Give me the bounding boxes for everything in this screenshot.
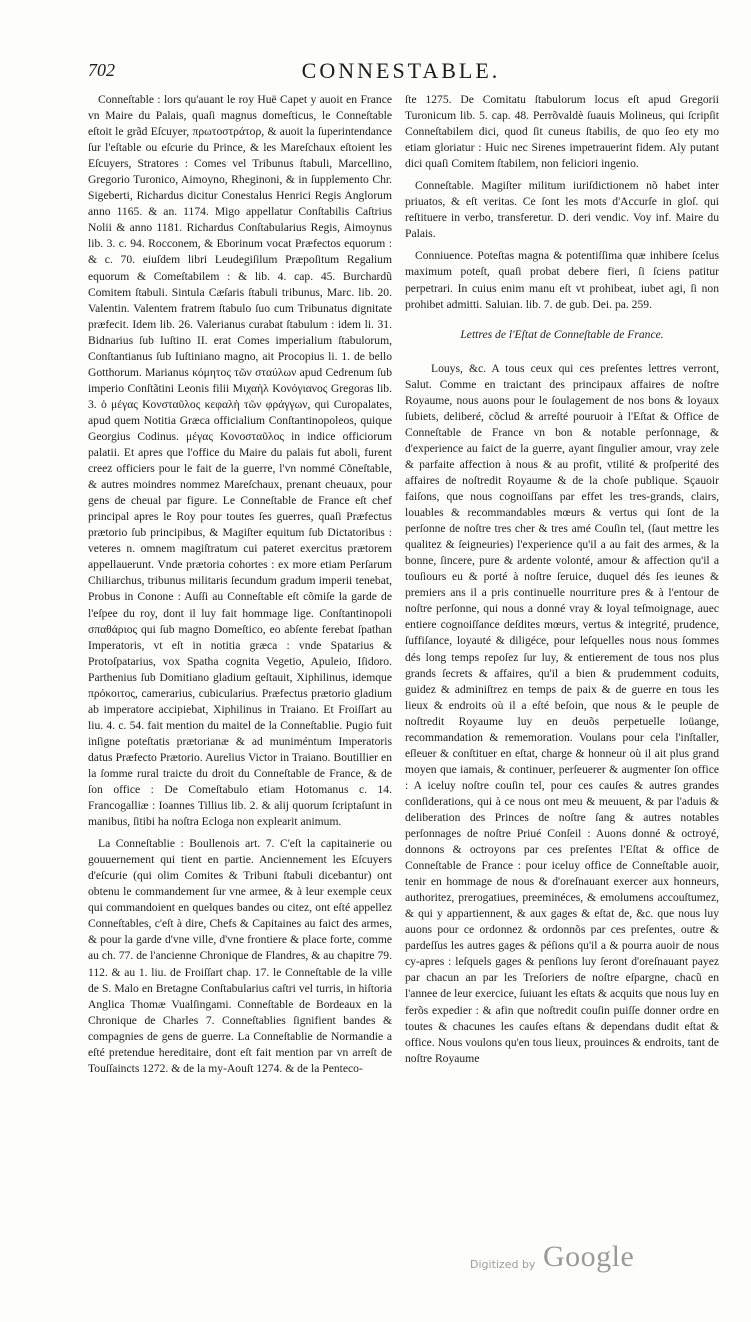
right-column: [405, 92, 719, 1192]
entry-conniuence: Conniuence. Poteſtas magna & potentiſſima quæ inhibere ſcelus maximum poteſt, quaſi probat debere fieri, ſi ſciens patitur perpetrari. In cuius enim manu eſt vt prohibeat, iubet agi, ſi non prohibet admitti. Saluian. lib. 7. de gub. Dei. pa. 259.: [405, 249, 719, 311]
page-number: 702: [88, 60, 115, 80]
entry-connestable-magister: Conneſtable. Magiſter militum iuriſdictionem nõ habet inter priuatos, & eſt veritas. Ce ſont les mots d'Accurſe in gloſ. qui reſtituere in verbo, transferetur. D. deri vendic. Voy inf. Maire du Palais.: [405, 179, 719, 241]
google-logo: Google: [543, 1240, 635, 1273]
entry-la-connestablie: La Conneſtablie : Boullenois art. 7. C'eſt la capitainerie ou gouuernement qui tient en partie. Anciennement les Eſcuyers d'eſcurie (qui olim Comites & Tribuni ſtabuli dicebantur) ont obtenu le commandement ſur vne armee, & à leur exemple ceux qui commandoient en quelques bandes ou citez, ont eſté appellez Conneſtables, c'eſt à dire, Chefs & Capitaines au faict des armes, & pour la garde d'vne ville, d'vne frontiere & place forte, comme au ch. 77. de l'ancienne Chronique de Flandres, & au chapitre 79. 112. & au 1. liu. de Froiſſart chap. 17. le Conneſtable de la ville de S. Malo en Bretagne Conſtabularius caſtri vel turris, in hiſtoria Anglica Thomæ Vualſingami. Conneſtable de Bordeaux en la Chronique de Charles 7. Conneſtablies ſignifient bandes & compagnies de gens de guerre. La Conneſtablie de Normandie a eſté pretendue hereditaire, dont eſt fait mention par vn arreſt de Touſſaincts 1272. & de la my-Aouſt 1274. & de la Penteco-: [88, 837, 392, 1075]
section-heading: Lettres de l'Eſtat de Conneſtable de France.: [460, 327, 664, 341]
digitized-watermark: [470, 1240, 670, 1284]
entry-connestable: Conneſtable : lors qu'auant le roy Huë Capet y auoit en France vn Maire du Palais, quaſi magnus domeſticus, le Conneſtable eſtoit le grãd Eſcuyer, πρωτοστράτορ, & auoit la ſuperintendance ſur l'eſtable ou eſcurie du Prince, & les Mareſchaux eſtoient les Eſcuyers, Stratores : Comes vel Tribunus ſtabuli, Marcellino, Gregorio Turonico, Aimoyno, Rheginoni, & in ſupplemento Chr. Sigeberti, Richardus dicitur Conestalus Henrici Regis Anglorum anno 1165. & an. 1174. Migo appellatur Conſtabilis Caſtrius Nolii & anno 1181. Richardus Conſtabularius Regis, Aimoynus lib. 3. c. 94. Rocconem, & Eborinum vocat Præfectos equorum : & c. 70. eiuſdem libri Leudegiſilum Præpoſitum Regalium equorum & Comeſtabilem : & lib. 4. cap. 45. Burchardũ Comitem ſtabuli. Sintula Cæſaris ſtabuli tribunus, Marc. lib. 20. Valentin. Valentem fratrem ſtabulo ſuo cum Tribunatus dignitate præfecit. Idem lib. 26. Valerianus curabat ſtabulum : idem li. 31. Bidnarius ſub Iuſtino II. erat Comes imperialium ſtabulorum, Conſtantianus ſub Iuſtiniano magno, ait Procopius li. 1. de bello Gotthorum. Marianus κόμητος τῶν σταύλων apud Cedrenum ſub imperio Conſtãtini Leonis filii Μιχαὴλ Κονόγιανος Gregoras lib. 3. ὁ μέγας Κονσταῦλος κεφαλὴ τῶν φράγγων, qui Curopalates, apud quem Notitia Græca officialium Conſtantinopoleos, quique Georgius Codinus. μέγας Κονοσταῦλος in indice officiorum palatii. Et apres que l'office du Maire du palais fut aboli, furent creez officiers pour le fait de la guerre, l'vn nommé Cõneſtable, & autres moindres nommez Mareſchaux, prenant cheuaux, pour gens de cheual par figure. Le Conneſtable de France eſt chef principal apres le Roy pour toutes ſes guerres, quaſi Præfectus prætorio ſub principibus, & Magiſter equitum ſub Dictatoribus : veteres n. omnem magiſtratum cui pateret exercitus prætorem appellauerunt. Vnde prætoria cohortes : ex more etiam Perſarum Chiliarchus, tribunus militaris ſecundum gradum imperii tenebat, Probus in Conone : Auſſi au Conneſtable eſt cõmiſe la garde de l'eſpee du roy, dont il luy fait hommage lige. Conſtantinopoli σπαθάριος qui ſub magno Domeſtico, eo abſente ferebat ſpathan Imperatoris, vt eſt in notitia græca : vnde Spatarius & Protoſpatarius, vox Spatha cognita Vegetio, Apuleio, Iſidoro. Parthenius ſub Domitiano gladium geſtauit, Xiphilinus, idemque πρόκοιτος, camerarius, cubicularius. Præfectus prætorio gladium ab imperatore accipiebat, Xiphilinus in Traiano. Et Froiſſart au liu. 4. c. 54. fait mention du maitel de la Conneſtablie. Pugio fuit inſigne poteſtatis prætorianæ & ad muniméntum Imperatoris datus Præfecto Prætorio. Aurelius Victor in Traiano. Boutillier en la ſomme rural traicte du droit du Conneſtable de France, & de ſon office : De Comeſtabulo etiam Hotomanus c. 14. Francogalliæ : Ioannes Tillius lib. 2. & alij quorum ſcriptaſunt in manibus, ſitibi ha noſtra Ecloga non explearit animum.: [88, 93, 392, 829]
page-header: [88, 58, 714, 86]
running-title: CONNESTABLE.: [301, 58, 501, 83]
left-column: [88, 92, 392, 1192]
entry-continuation: ſte 1275. De Comitatu ſtabulorum locus eſt apud Gregorii Turonicum lib. 5. cap. 48. Perrõvaldè ſuauis Molineus, qui ſcripſit Conneſtabilem dici, quod ſit cuneus ſtabilis, de quo ſeo ety mo etiam gloriatur : Huic nec Sirenes impetrauerint fidem. Aly putant dici quaſi Comitem ſtabilem, non feliciori ingenio.: [405, 93, 719, 171]
letters-patent-text: Louys, &c. A tous ceux qui ces preſentes lettres verront, Salut. Comme en traictant des principaux affaires de noſtre Royaume, nous auons pour le ſoulagement de nos bons & loyaux ſubiets, deliberé, cõclud & arreſté pouruoir à l'Eſtat & Office de Conneſtable de France vn bon & notable perſonnage, & d'experience au faict de la guerre, ayant ſingulier amour, vray zele & parfaite affection à nous & au profit, vtilité & proſperité des affaires de noſtredit Royaume & de la choſe publique. Sçauoir faiſons, que nous cognoiſſans par effet les tres-grands, clairs, louables & recommandables mœurs & vertus qui ſont de la perſonne de noſtre tres cher & tres amé Couſin tel, (ſaut mettre les qualitez & ſeigneuries) l'experience qu'il a au fait des armes, & la bonne, ſincere, pure & ardente volonté, amour & affection qu'il a touſiours eu & porté à noſtre ſeruice, duquel dés ſes ieunes & premiers ans il a pris continuelle nourriture pres & à l'entour de noſtre perſonne, qui nous a donné vray & loyal teſmoignage, auec entiere cognoiſſance deſdites mœurs, vertus & integrité, prudence, ſuffiſance, loyauté & diligéce, pour leſquelles nous nous ſommes dés long temps repoſez ſur luy, & entierement de tous nos plus grands ſecrets & affaires, qu'il a bien & prudemment coduits, guidez & adminiſtrez en temps de paix & de guerre en tous les lieux & endroits où il a eſté beſoin, que nous & le peuple de noſtredit Royaume luy en deuõs perpetuelle loüange, recommandation & rememoration. Voulans pour cela l'inſtaller, eſleuer & conſtituer en eſtat, charge & honneur où il ait plus grand moyen que iamais, & continuer, perſeuerer & augmenter ſon office : A iceluy noſtre couſin tel, pour ces cauſes & autres grandes conſiderations, qui à ce nous ont meu & meuuent, & par l'aduis & deliberation des Princes de noſtre ſang & autres notables perſonnages de noſtre Priué Conſeil : Auons donné & octroyé, donnons & octroyons par ces preſentes l'Eſtat & office de Conneſtable de France : pour iceluy office de Conneſtable auoir, tenir en hommage de nous & d'oreſnauant exercer aux honneurs, authoritez, prerogatiues, preeminéces, & emolumens accouſtumez, & qui y appartiennent, & aux gages & eſtat de, &c. que nous luy auons pour ce ordonnez & ordonnõs par ces preſentes, outre & pardeſſus les autres gages & péſions qu'il a & pourra auoir de nous cy-apres : leſquels gages & penſions luy ſeront d'oreſnauant payez par chacun an par les Treſoriers de noſtre eſpargne, chacũ en l'annee de leur exercice, ſuiuant les eſtats & acquits que nous luy en ferõs expedier : & afin que noſtredit couſin puiſſe donner ordre en toutes & chacunes les cauſes eſtans & dependans dudit eſtat & office. Nous voulons qu'en tous lieux, prouinces & endroits, tant de noſtre Royaume: [405, 361, 719, 1065]
digitized-by-label: Digitized by: [470, 1258, 536, 1271]
